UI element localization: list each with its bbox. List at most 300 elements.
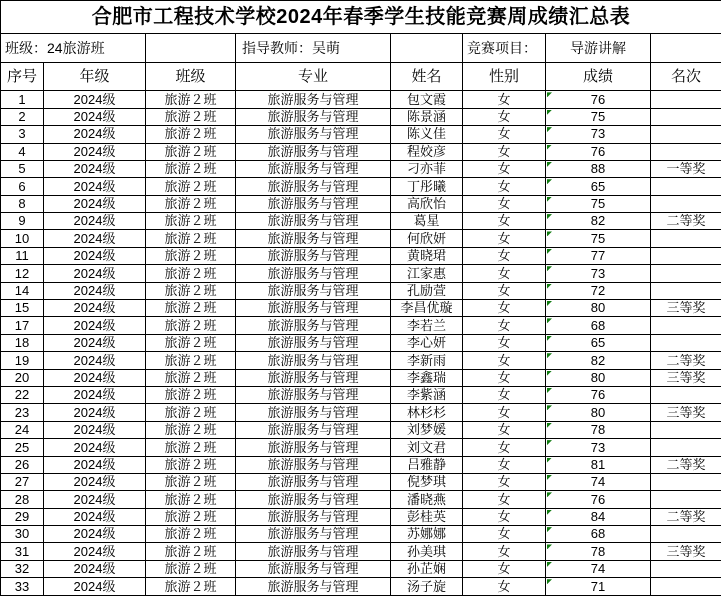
cell-gender[interactable]: 女: [463, 195, 546, 212]
cell-serial[interactable]: 15: [1, 300, 44, 317]
cell-rank[interactable]: 二等奖: [651, 213, 721, 230]
cell-grade[interactable]: 2024级: [44, 265, 146, 282]
cell-score[interactable]: [546, 160, 651, 177]
cell-serial[interactable]: 20: [1, 369, 44, 386]
score-value: 76: [590, 491, 606, 507]
cell-gender[interactable]: 女: [463, 160, 546, 177]
table-row: [1, 91, 721, 108]
cell-grade[interactable]: 2024级: [44, 247, 146, 264]
cell-rank[interactable]: 三等奖: [651, 300, 721, 317]
cell-grade[interactable]: 2024级: [44, 404, 146, 421]
cell-class[interactable]: 旅游２班: [146, 282, 236, 299]
cell-serial[interactable]: 22: [1, 386, 44, 403]
cell-rank[interactable]: [651, 247, 721, 264]
cell-grade[interactable]: 2024级: [44, 543, 146, 560]
number-stored-as-text-indicator-icon: [547, 388, 552, 393]
cell-grade[interactable]: 2024级: [44, 230, 146, 247]
cell-name[interactable]: 程姣彦: [391, 143, 463, 160]
cell-serial[interactable]: 10: [1, 230, 44, 247]
table-row: [1, 352, 721, 369]
cell-rank[interactable]: 三等奖: [651, 543, 721, 560]
table-row: [1, 282, 721, 299]
cell-major[interactable]: 旅游服务与管理: [236, 213, 391, 230]
cell-class[interactable]: 旅游２班: [146, 560, 236, 577]
number-stored-as-text-indicator-icon: [547, 336, 552, 341]
cell-class[interactable]: 旅游２班: [146, 126, 236, 143]
cell-rank[interactable]: [651, 334, 721, 351]
header-rank[interactable]: 名次: [651, 62, 721, 91]
cell-grade[interactable]: 2024级: [44, 369, 146, 386]
cell-serial[interactable]: 31: [1, 543, 44, 560]
cell-name[interactable]: 孙芷娴: [391, 560, 463, 577]
cell-gender[interactable]: 女: [463, 91, 546, 108]
cell-class[interactable]: 旅游２班: [146, 247, 236, 264]
number-stored-as-text-indicator-icon: [547, 214, 552, 219]
cell-major[interactable]: 旅游服务与管理: [236, 91, 391, 108]
cell-gender[interactable]: 女: [463, 421, 546, 438]
cell-grade[interactable]: 2024级: [44, 456, 146, 473]
cell-score[interactable]: [546, 456, 651, 473]
cell-serial[interactable]: 24: [1, 421, 44, 438]
cell-major[interactable]: 旅游服务与管理: [236, 578, 391, 596]
cell-gender[interactable]: 女: [463, 404, 546, 421]
cell-serial[interactable]: 28: [1, 491, 44, 508]
cell-name[interactable]: 江家惠: [391, 265, 463, 282]
cell-gender[interactable]: 女: [463, 508, 546, 525]
score-value: 81: [590, 456, 606, 472]
table-row: [1, 421, 721, 438]
cell-rank[interactable]: [651, 126, 721, 143]
cell-rank[interactable]: [651, 265, 721, 282]
cell-score[interactable]: [546, 526, 651, 543]
cell-score[interactable]: [546, 334, 651, 351]
table-row: [1, 456, 721, 473]
cell-gender[interactable]: 女: [463, 334, 546, 351]
number-stored-as-text-indicator-icon: [547, 301, 552, 306]
cell-major[interactable]: 旅游服务与管理: [236, 421, 391, 438]
cell-major[interactable]: 旅游服务与管理: [236, 143, 391, 160]
cell-score[interactable]: [546, 108, 651, 125]
cell-name[interactable]: 彭桂英: [391, 508, 463, 525]
header-class[interactable]: 班级: [146, 62, 236, 91]
cell-major[interactable]: 旅游服务与管理: [236, 317, 391, 334]
number-stored-as-text-indicator-icon: [547, 510, 552, 515]
cell-major[interactable]: 旅游服务与管理: [236, 352, 391, 369]
cell-gender[interactable]: 女: [463, 386, 546, 403]
cell-class[interactable]: 旅游２班: [146, 178, 236, 195]
cell-score[interactable]: [546, 247, 651, 264]
cell-major[interactable]: 旅游服务与管理: [236, 543, 391, 560]
cell-grade[interactable]: 2024级: [44, 578, 146, 596]
cell-score[interactable]: [546, 508, 651, 525]
cell-class[interactable]: 旅游２班: [146, 421, 236, 438]
header-gender[interactable]: 性别: [463, 62, 546, 91]
cell-rank[interactable]: [651, 108, 721, 125]
cell-major[interactable]: 旅游服务与管理: [236, 369, 391, 386]
table-row: [1, 526, 721, 543]
score-value: 82: [590, 352, 606, 368]
table-row: [1, 300, 721, 317]
cell-grade[interactable]: 2024级: [44, 126, 146, 143]
score-value: 65: [590, 335, 606, 351]
cell-rank[interactable]: 一等奖: [651, 160, 721, 177]
cell-score[interactable]: [546, 352, 651, 369]
number-stored-as-text-indicator-icon: [547, 458, 552, 463]
cell-serial[interactable]: 29: [1, 508, 44, 525]
cell-serial[interactable]: 6: [1, 178, 44, 195]
number-stored-as-text-indicator-icon: [547, 353, 552, 358]
header-row: [1, 62, 721, 91]
cell-gender[interactable]: 女: [463, 282, 546, 299]
table-row: [1, 578, 721, 596]
header-major[interactable]: 专业: [236, 62, 391, 91]
cell-score[interactable]: [546, 91, 651, 108]
event-value-cell[interactable]: 导游讲解: [546, 34, 651, 63]
info-empty-cell[interactable]: [391, 34, 463, 63]
cell-rank[interactable]: [651, 178, 721, 195]
cell-name[interactable]: 倪梦琪: [391, 473, 463, 490]
cell-rank[interactable]: 三等奖: [651, 369, 721, 386]
score-value: 68: [590, 317, 606, 333]
info-empty-cell[interactable]: [146, 34, 236, 63]
cell-class[interactable]: 旅游２班: [146, 508, 236, 525]
cell-class[interactable]: 旅游２班: [146, 456, 236, 473]
cell-major[interactable]: 旅游服务与管理: [236, 386, 391, 403]
cell-class[interactable]: 旅游２班: [146, 195, 236, 212]
number-stored-as-text-indicator-icon: [547, 110, 552, 115]
cell-gender[interactable]: 女: [463, 265, 546, 282]
cell-major[interactable]: 旅游服务与管理: [236, 560, 391, 577]
cell-class[interactable]: 旅游２班: [146, 404, 236, 421]
cell-major[interactable]: 旅游服务与管理: [236, 230, 391, 247]
cell-class[interactable]: 旅游２班: [146, 265, 236, 282]
cell-rank[interactable]: [651, 386, 721, 403]
cell-rank[interactable]: [651, 317, 721, 334]
cell-serial[interactable]: 12: [1, 265, 44, 282]
cell-grade[interactable]: 2024级: [44, 108, 146, 125]
cell-name[interactable]: 李若兰: [391, 317, 463, 334]
cell-name[interactable]: 黄晓珺: [391, 247, 463, 264]
sheet-title[interactable]: 合肥市工程技术学校2024年春季学生技能竞赛周成绩汇总表: [1, 1, 721, 34]
cell-grade[interactable]: 2024级: [44, 473, 146, 490]
cell-score[interactable]: [546, 543, 651, 560]
cell-grade[interactable]: 2024级: [44, 508, 146, 525]
cell-gender[interactable]: 女: [463, 108, 546, 125]
cell-gender[interactable]: 女: [463, 578, 546, 596]
title-row: [1, 1, 721, 34]
score-value: 77: [590, 248, 606, 264]
cell-major[interactable]: 旅游服务与管理: [236, 473, 391, 490]
table-row: [1, 213, 721, 230]
cell-name[interactable]: 何欣妍: [391, 230, 463, 247]
cell-gender[interactable]: 女: [463, 491, 546, 508]
cell-name[interactable]: 孔励萱: [391, 282, 463, 299]
cell-grade[interactable]: 2024级: [44, 439, 146, 456]
cell-name[interactable]: 李昌优璇: [391, 300, 463, 317]
cell-gender[interactable]: 女: [463, 213, 546, 230]
cell-gender[interactable]: 女: [463, 473, 546, 490]
cell-class[interactable]: 旅游２班: [146, 91, 236, 108]
cell-rank[interactable]: [651, 143, 721, 160]
cell-serial[interactable]: 23: [1, 404, 44, 421]
cell-rank[interactable]: [651, 526, 721, 543]
cell-grade[interactable]: 2024级: [44, 143, 146, 160]
score-value: 73: [590, 439, 606, 455]
cell-major[interactable]: 旅游服务与管理: [236, 282, 391, 299]
cell-class[interactable]: 旅游２班: [146, 491, 236, 508]
cell-class[interactable]: 旅游２班: [146, 473, 236, 490]
cell-gender[interactable]: 女: [463, 247, 546, 264]
cell-gender[interactable]: 女: [463, 352, 546, 369]
cell-major[interactable]: 旅游服务与管理: [236, 126, 391, 143]
cell-major[interactable]: 旅游服务与管理: [236, 160, 391, 177]
score-value: 75: [590, 196, 606, 212]
cell-gender[interactable]: 女: [463, 230, 546, 247]
event-label-cell[interactable]: 竞赛项目：: [463, 34, 546, 63]
cell-gender[interactable]: 女: [463, 143, 546, 160]
cell-score[interactable]: [546, 195, 651, 212]
cell-gender[interactable]: 女: [463, 439, 546, 456]
cell-rank[interactable]: [651, 578, 721, 596]
cell-gender[interactable]: 女: [463, 126, 546, 143]
header-name[interactable]: 姓名: [391, 62, 463, 91]
cell-name[interactable]: 高欣怡: [391, 195, 463, 212]
score-value: 74: [590, 474, 606, 490]
info-empty-cell[interactable]: [651, 34, 721, 63]
cell-class[interactable]: 旅游２班: [146, 543, 236, 560]
class-info-cell[interactable]: 班级：24旅游班: [1, 34, 146, 63]
cell-grade[interactable]: 2024级: [44, 386, 146, 403]
number-stored-as-text-indicator-icon: [547, 579, 552, 584]
cell-grade[interactable]: 2024级: [44, 421, 146, 438]
cell-gender[interactable]: 女: [463, 178, 546, 195]
cell-grade[interactable]: 2024级: [44, 317, 146, 334]
cell-class[interactable]: 旅游２班: [146, 160, 236, 177]
cell-name[interactable]: 李新雨: [391, 352, 463, 369]
cell-name[interactable]: 包文霞: [391, 91, 463, 108]
cell-rank[interactable]: [651, 491, 721, 508]
cell-serial[interactable]: 8: [1, 195, 44, 212]
number-stored-as-text-indicator-icon: [547, 197, 552, 202]
cell-score[interactable]: [546, 560, 651, 577]
cell-class[interactable]: 旅游２班: [146, 300, 236, 317]
table-row: [1, 560, 721, 577]
cell-name[interactable]: 陈义佳: [391, 126, 463, 143]
cell-score[interactable]: [546, 126, 651, 143]
cell-gender[interactable]: 女: [463, 543, 546, 560]
cell-rank[interactable]: 三等奖: [651, 404, 721, 421]
cell-rank[interactable]: [651, 439, 721, 456]
table-row: [1, 386, 721, 403]
number-stored-as-text-indicator-icon: [547, 318, 552, 323]
cell-serial[interactable]: 27: [1, 473, 44, 490]
info-row: [1, 34, 721, 63]
cell-serial[interactable]: 5: [1, 160, 44, 177]
cell-serial[interactable]: 30: [1, 526, 44, 543]
number-stored-as-text-indicator-icon: [547, 405, 552, 410]
cell-class[interactable]: 旅游２班: [146, 317, 236, 334]
table-row: [1, 247, 721, 264]
cell-gender[interactable]: 女: [463, 526, 546, 543]
cell-rank[interactable]: [651, 282, 721, 299]
cell-class[interactable]: 旅游２班: [146, 386, 236, 403]
cell-serial[interactable]: 32: [1, 560, 44, 577]
table-row: [1, 126, 721, 143]
cell-name[interactable]: 刘梦媛: [391, 421, 463, 438]
cell-serial[interactable]: 26: [1, 456, 44, 473]
cell-rank[interactable]: [651, 560, 721, 577]
table-row: [1, 160, 721, 177]
cell-serial[interactable]: 3: [1, 126, 44, 143]
cell-grade[interactable]: 2024级: [44, 213, 146, 230]
cell-rank[interactable]: 二等奖: [651, 456, 721, 473]
header-grade[interactable]: 年级: [44, 62, 146, 91]
cell-name[interactable]: 刘文君: [391, 439, 463, 456]
cell-name[interactable]: 汤子旋: [391, 578, 463, 596]
number-stored-as-text-indicator-icon: [547, 492, 552, 497]
cell-major[interactable]: 旅游服务与管理: [236, 108, 391, 125]
cell-gender[interactable]: 女: [463, 456, 546, 473]
cell-serial[interactable]: 14: [1, 282, 44, 299]
cell-gender[interactable]: 女: [463, 300, 546, 317]
cell-major[interactable]: 旅游服务与管理: [236, 195, 391, 212]
cell-grade[interactable]: 2024级: [44, 334, 146, 351]
cell-score[interactable]: [546, 230, 651, 247]
cell-major[interactable]: 旅游服务与管理: [236, 456, 391, 473]
cell-name[interactable]: 刁亦菲: [391, 160, 463, 177]
cell-name[interactable]: 陈景涵: [391, 108, 463, 125]
cell-serial[interactable]: 1: [1, 91, 44, 108]
cell-grade[interactable]: 2024级: [44, 178, 146, 195]
cell-grade[interactable]: 2024级: [44, 195, 146, 212]
cell-score[interactable]: [546, 213, 651, 230]
cell-score[interactable]: [546, 473, 651, 490]
cell-score[interactable]: [546, 421, 651, 438]
cell-gender[interactable]: 女: [463, 369, 546, 386]
cell-score[interactable]: [546, 578, 651, 596]
cell-major[interactable]: 旅游服务与管理: [236, 300, 391, 317]
cell-class[interactable]: 旅游２班: [146, 143, 236, 160]
cell-name[interactable]: 李心妍: [391, 334, 463, 351]
score-value: 68: [590, 526, 606, 542]
cell-serial[interactable]: 9: [1, 213, 44, 230]
cell-score[interactable]: [546, 491, 651, 508]
cell-name[interactable]: 潘晓燕: [391, 491, 463, 508]
score-value: 76: [590, 91, 606, 107]
cell-score[interactable]: [546, 300, 651, 317]
teacher-info-cell[interactable]: 指导教师：吴萌: [236, 34, 391, 63]
cell-serial[interactable]: 17: [1, 317, 44, 334]
cell-serial[interactable]: 2: [1, 108, 44, 125]
cell-class[interactable]: 旅游２班: [146, 230, 236, 247]
cell-major[interactable]: 旅游服务与管理: [236, 404, 391, 421]
cell-class[interactable]: 旅游２班: [146, 334, 236, 351]
cell-score[interactable]: [546, 317, 651, 334]
cell-score[interactable]: [546, 143, 651, 160]
cell-serial[interactable]: 18: [1, 334, 44, 351]
cell-class[interactable]: 旅游２班: [146, 369, 236, 386]
table-row: [1, 108, 721, 125]
cell-serial[interactable]: 25: [1, 439, 44, 456]
cell-major[interactable]: 旅游服务与管理: [236, 491, 391, 508]
cell-serial[interactable]: 4: [1, 143, 44, 160]
cell-name[interactable]: 孙美琪: [391, 543, 463, 560]
cell-name[interactable]: 李紫涵: [391, 386, 463, 403]
table-row: [1, 195, 721, 212]
cell-grade[interactable]: 2024级: [44, 491, 146, 508]
cell-rank[interactable]: [651, 195, 721, 212]
cell-major[interactable]: 旅游服务与管理: [236, 526, 391, 543]
cell-name[interactable]: 李鑫瑞: [391, 369, 463, 386]
cell-major[interactable]: 旅游服务与管理: [236, 178, 391, 195]
cell-grade[interactable]: 2024级: [44, 560, 146, 577]
cell-serial[interactable]: 19: [1, 352, 44, 369]
score-value: 76: [590, 387, 606, 403]
cell-rank[interactable]: [651, 91, 721, 108]
cell-rank[interactable]: [651, 473, 721, 490]
cell-serial[interactable]: 33: [1, 578, 44, 596]
table-row: [1, 439, 721, 456]
cell-grade[interactable]: 2024级: [44, 160, 146, 177]
cell-class[interactable]: 旅游２班: [146, 108, 236, 125]
cell-major[interactable]: 旅游服务与管理: [236, 265, 391, 282]
cell-major[interactable]: 旅游服务与管理: [236, 334, 391, 351]
cell-gender[interactable]: 女: [463, 560, 546, 577]
cell-class[interactable]: 旅游２班: [146, 439, 236, 456]
cell-rank[interactable]: 二等奖: [651, 352, 721, 369]
cell-score[interactable]: [546, 404, 651, 421]
cell-score[interactable]: [546, 439, 651, 456]
cell-class[interactable]: 旅游２班: [146, 578, 236, 596]
cell-rank[interactable]: [651, 421, 721, 438]
cell-name[interactable]: 葛星: [391, 213, 463, 230]
number-stored-as-text-indicator-icon: [547, 231, 552, 236]
cell-major[interactable]: 旅游服务与管理: [236, 508, 391, 525]
cell-class[interactable]: 旅游２班: [146, 352, 236, 369]
score-value: 78: [590, 543, 606, 559]
table-row: [1, 404, 721, 421]
cell-grade[interactable]: 2024级: [44, 282, 146, 299]
cell-name[interactable]: 吕雅静: [391, 456, 463, 473]
cell-major[interactable]: 旅游服务与管理: [236, 439, 391, 456]
cell-rank[interactable]: [651, 230, 721, 247]
table-row: [1, 178, 721, 195]
cell-score[interactable]: [546, 282, 651, 299]
cell-score[interactable]: [546, 369, 651, 386]
cell-grade[interactable]: 2024级: [44, 300, 146, 317]
header-serial[interactable]: 序号: [1, 62, 44, 91]
cell-class[interactable]: 旅游２班: [146, 213, 236, 230]
cell-score[interactable]: [546, 386, 651, 403]
header-score[interactable]: 成绩: [546, 62, 651, 91]
cell-grade[interactable]: 2024级: [44, 352, 146, 369]
cell-gender[interactable]: 女: [463, 317, 546, 334]
cell-name[interactable]: 丁彤曦: [391, 178, 463, 195]
cell-name[interactable]: 苏娜娜: [391, 526, 463, 543]
number-stored-as-text-indicator-icon: [547, 145, 552, 150]
table-body: [1, 91, 721, 596]
cell-score[interactable]: [546, 265, 651, 282]
score-value: 75: [590, 230, 606, 246]
cell-score[interactable]: [546, 178, 651, 195]
cell-grade[interactable]: 2024级: [44, 526, 146, 543]
cell-name[interactable]: 林杉杉: [391, 404, 463, 421]
cell-grade[interactable]: 2024级: [44, 91, 146, 108]
cell-major[interactable]: 旅游服务与管理: [236, 247, 391, 264]
cell-serial[interactable]: 11: [1, 247, 44, 264]
cell-class[interactable]: 旅游２班: [146, 526, 236, 543]
cell-rank[interactable]: 二等奖: [651, 508, 721, 525]
